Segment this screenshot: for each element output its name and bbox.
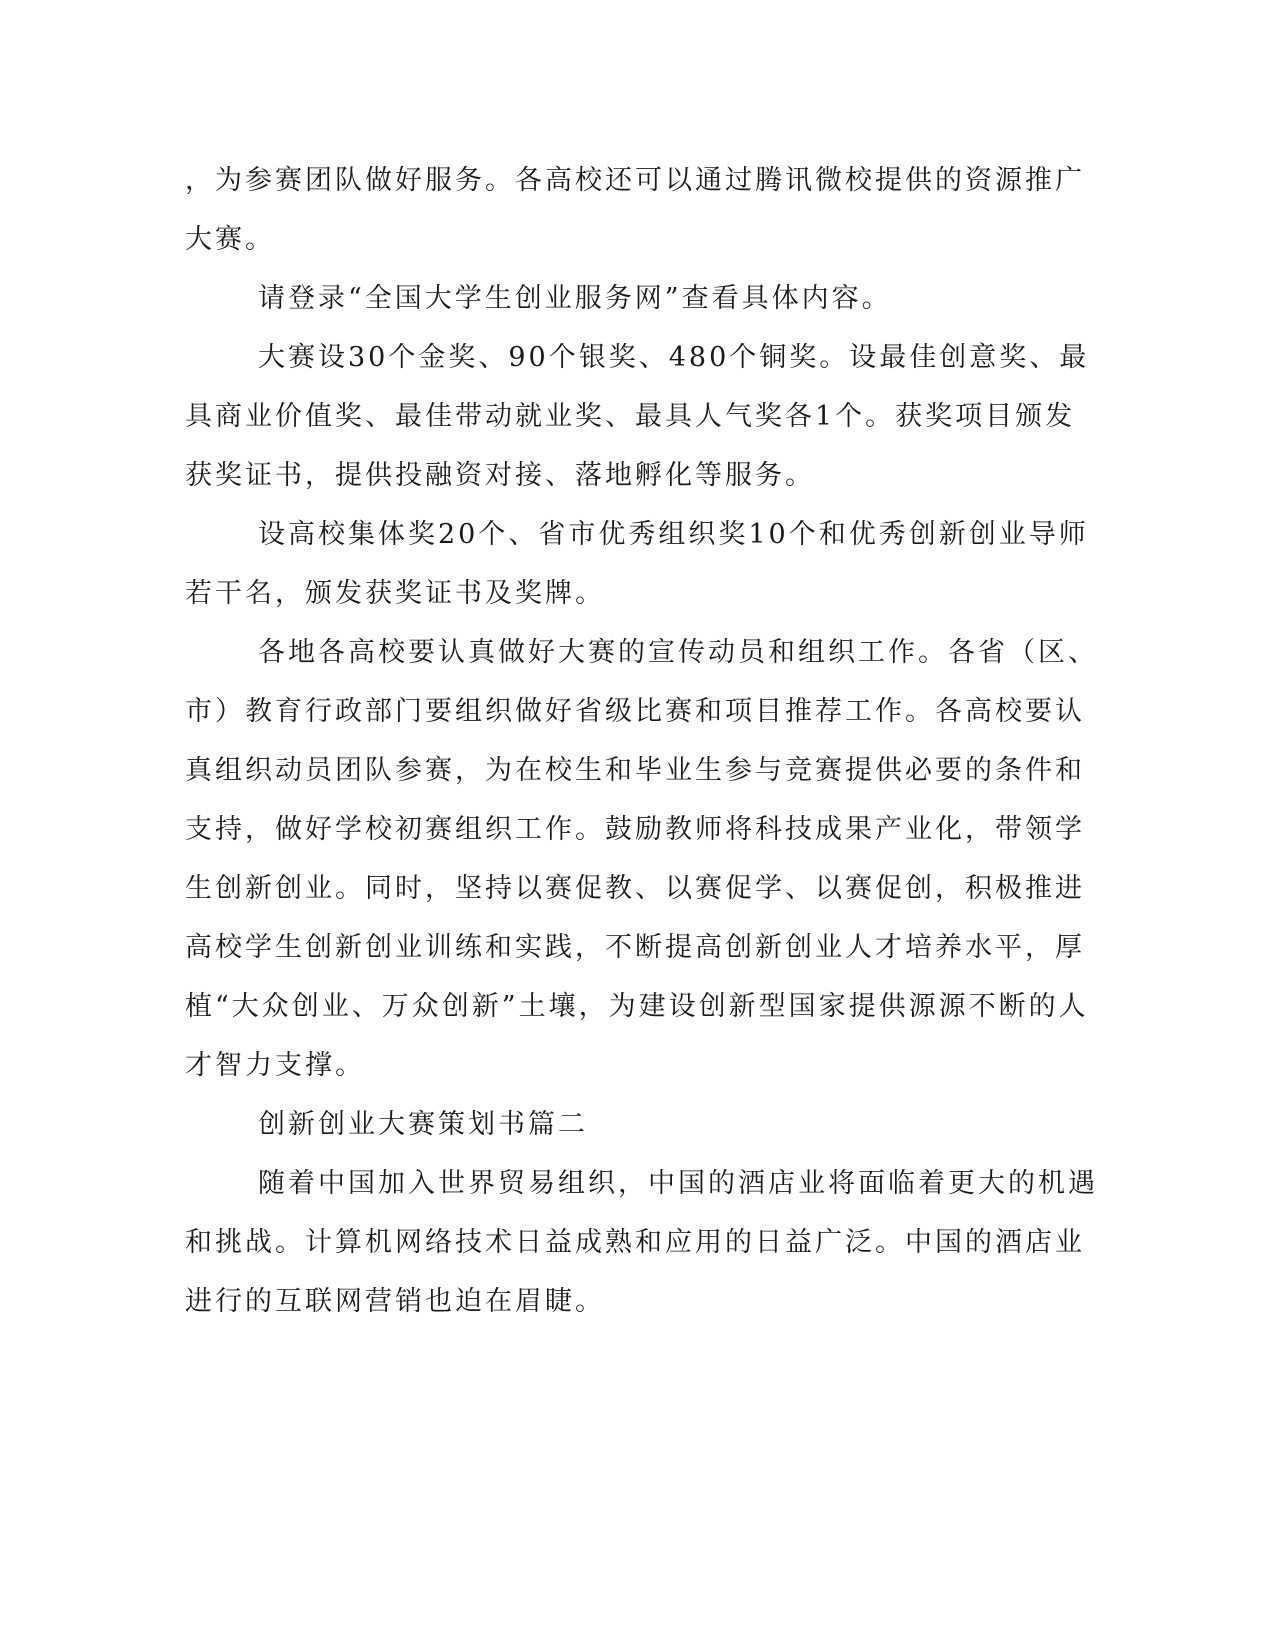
text-line: 各地各高校要认真做好大赛的宣传动员和组织工作。各省（区、 <box>258 637 1098 668</box>
text-line: 具商业价值奖、最佳带动就业奖、最具人气奖各1个。获奖项目颁发 <box>185 401 1076 432</box>
text-line: 大赛设30个金奖、90个银奖、480个铜奖。设最佳创意奖、最 <box>258 342 1090 373</box>
text-line: 设高校集体奖20个、省市优秀组织奖10个和优秀创新创业导师 <box>258 519 1089 550</box>
text-line: 生创新创业。同时，坚持以赛促教、以赛促学、以赛促创，积极推进 <box>185 873 1085 904</box>
text-line: 植“大众创业、万众创新”土壤，为建设创新型国家提供源源不断的人 <box>185 991 1089 1022</box>
text-line: 获奖证书，提供投融资对接、落地孵化等服务。 <box>185 460 815 491</box>
text-line: 真组织动员团队参赛，为在校生和毕业生参与竞赛提供必要的条件和 <box>185 755 1085 786</box>
text-line: 支持，做好学校初赛组织工作。鼓励教师将科技成果产业化，带领学 <box>185 814 1085 845</box>
text-line: 若干名，颁发获奖证书及奖牌。 <box>185 578 605 609</box>
text-line: 进行的互联网营销也迫在眉睫。 <box>185 1286 605 1317</box>
text-line: 才智力支撑。 <box>185 1050 365 1081</box>
text-line: ，为参赛团队做好服务。各高校还可以通过腾讯微校提供的资源推广 <box>185 165 1085 196</box>
text-line: 随着中国加入世界贸易组织，中国的酒店业将面临着更大的机遇 <box>258 1168 1098 1199</box>
text-line: 市）教育行政部门要组织做好省级比赛和项目推荐工作。各高校要认 <box>185 696 1085 727</box>
section-heading: 创新创业大赛策划书篇二 <box>258 1109 588 1140</box>
text-line: 大赛。 <box>185 224 275 255</box>
text-line: 和挑战。计算机网络技术日益成熟和应用的日益广泛。中国的酒店业 <box>185 1227 1085 1258</box>
text-line: 请登录“全国大学生创业服务网”查看具体内容。 <box>258 283 892 314</box>
text-line: 高校学生创新创业训练和实践，不断提高创新创业人才培养水平，厚 <box>185 932 1085 963</box>
